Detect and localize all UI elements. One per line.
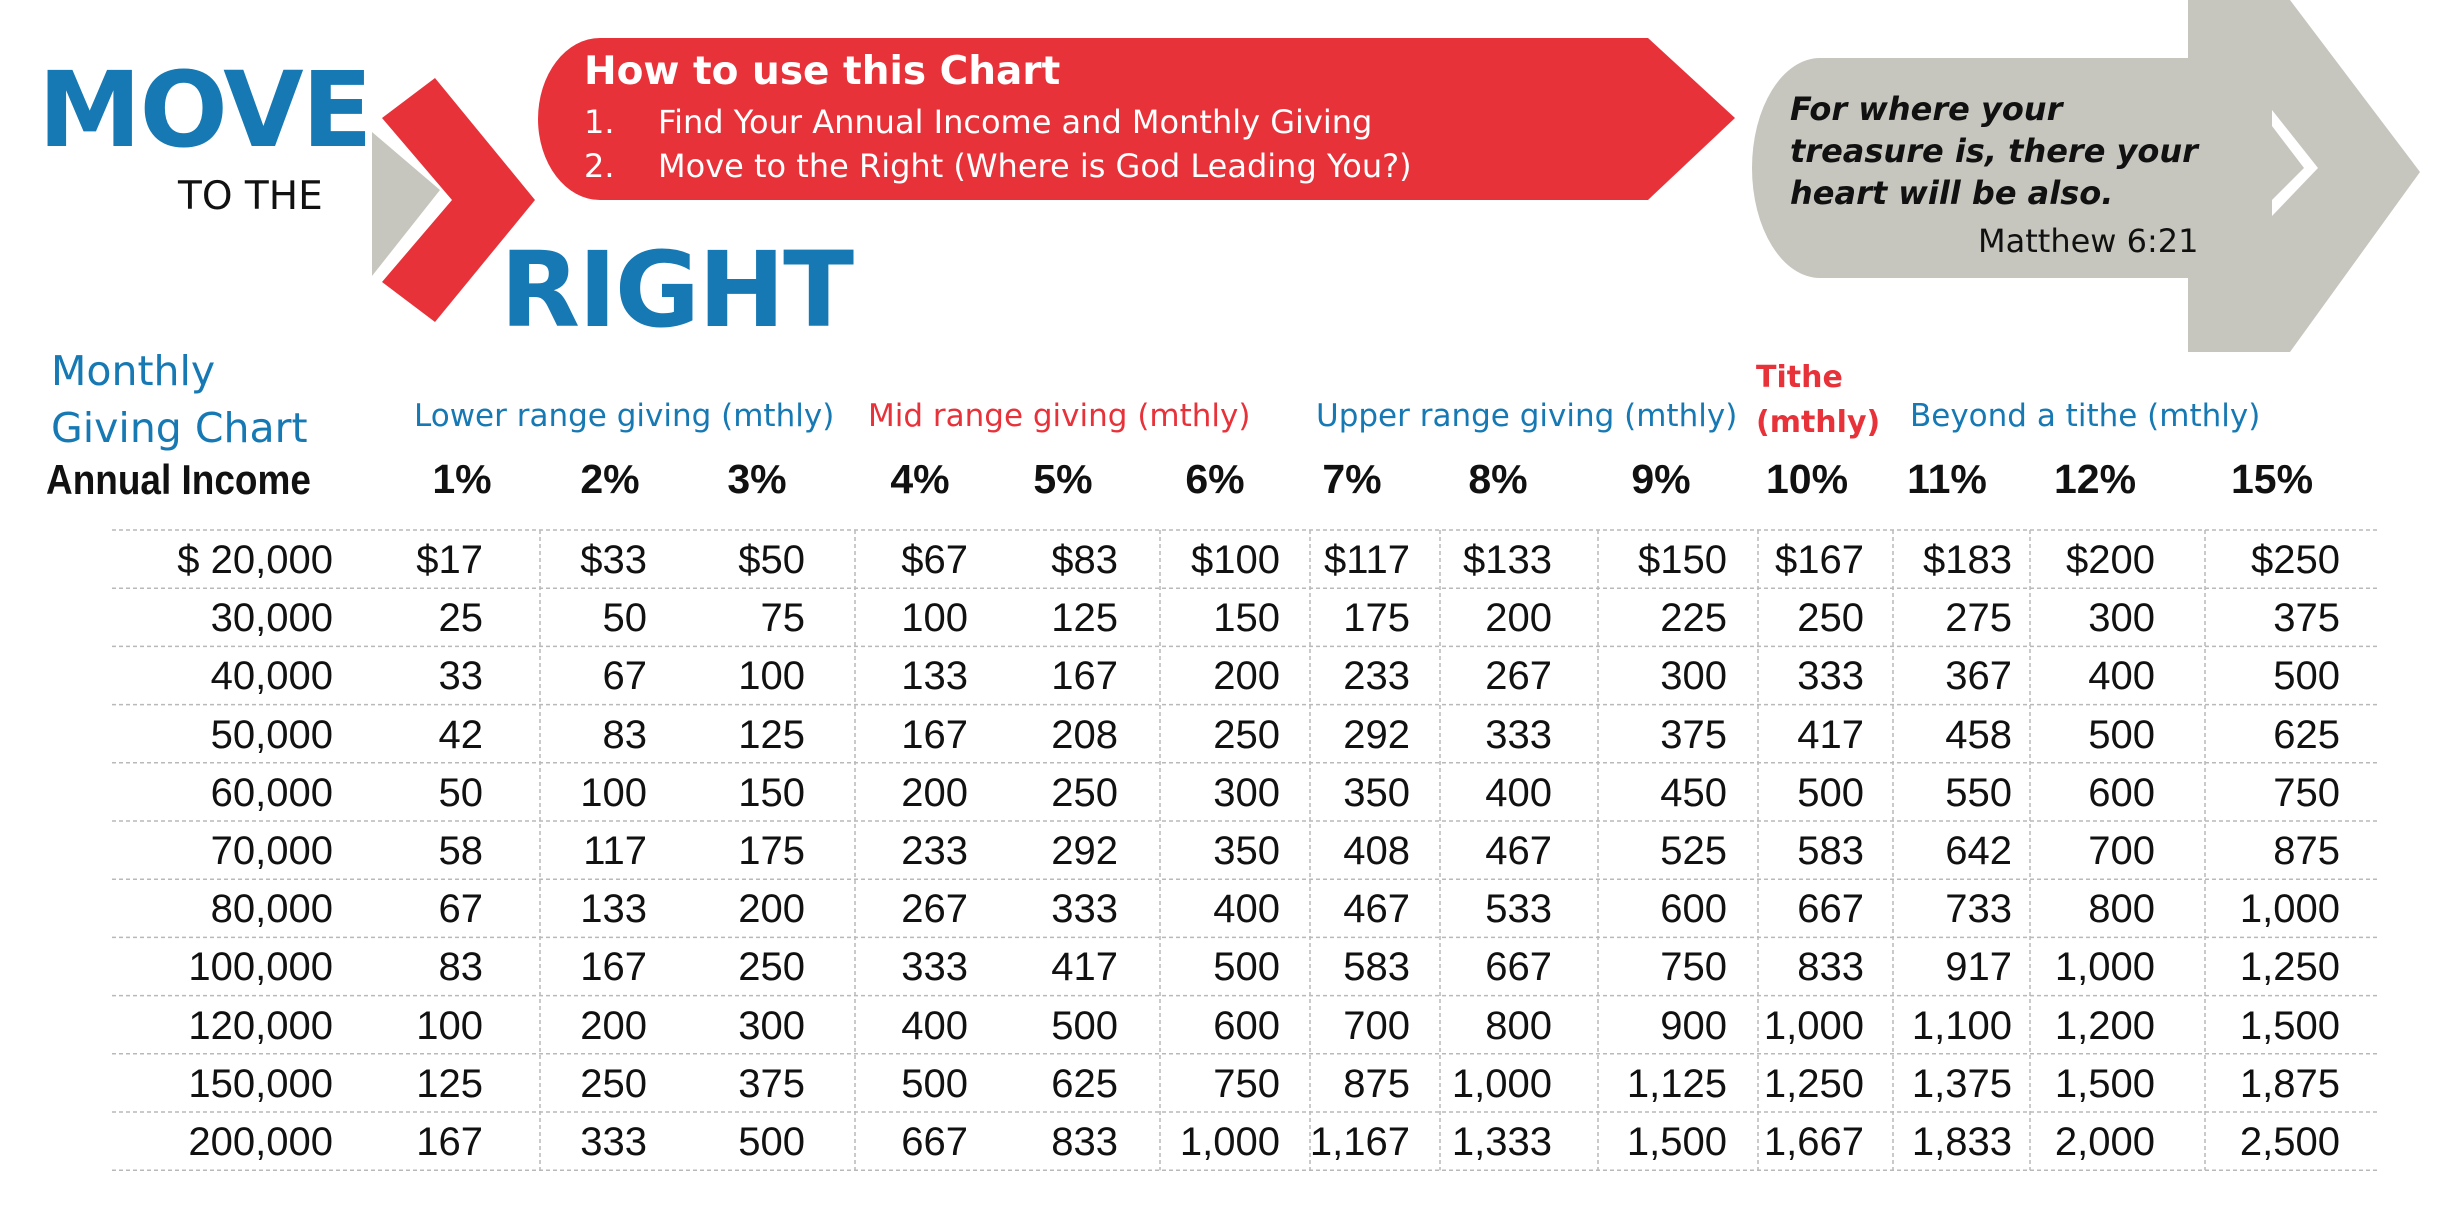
giving-amount-cell: $67: [901, 538, 968, 582]
giving-amount-cell: 367: [1945, 654, 2012, 699]
lower-range-label: Lower range giving (mthly): [414, 398, 835, 434]
giving-amount-cell: 125: [1051, 596, 1118, 641]
income-cell: 150,000: [188, 1061, 333, 1106]
income-cell: 80,000: [210, 887, 333, 932]
giving-amount-cell: 833: [1797, 945, 1864, 990]
giving-amount-cell: 400: [2088, 654, 2155, 699]
giving-amount-cell: 25: [438, 596, 483, 641]
giving-amount-cell: 150: [1213, 596, 1280, 641]
giving-amount-cell: 875: [1343, 1061, 1410, 1106]
giving-amount-cell: 500: [1797, 770, 1864, 815]
giving-amount-cell: 500: [1051, 1003, 1118, 1048]
percent-header: 8%: [1468, 456, 1528, 502]
annual-income-header: Annual Income: [46, 456, 311, 503]
income-cell: 200,000: [188, 1120, 333, 1164]
giving-amount-cell: 267: [1485, 654, 1552, 699]
percent-header: 6%: [1185, 456, 1245, 502]
giving-amount-cell: 733: [1945, 887, 2012, 932]
giving-amount-cell: 100: [416, 1003, 483, 1048]
giving-amount-cell: 500: [2088, 712, 2155, 757]
giving-amount-cell: 1,200: [2054, 1003, 2155, 1048]
beyond-tithe-label: Beyond a tithe (mthly): [1910, 398, 2261, 434]
giving-amount-cell: 233: [901, 829, 968, 873]
giving-amount-cell: 250: [580, 1061, 647, 1106]
giving-amount-cell: 1,000: [2054, 945, 2155, 990]
logo-move-text: MOVE: [38, 49, 371, 171]
giving-amount-cell: 1,875: [2239, 1061, 2340, 1106]
giving-amount-cell: 200: [901, 770, 968, 815]
giving-amount-cell: 1,833: [1911, 1120, 2012, 1164]
giving-amount-cell: 2,000: [2054, 1120, 2155, 1164]
giving-amount-cell: $150: [1638, 538, 1727, 582]
giving-amount-cell: 333: [1051, 887, 1118, 932]
giving-amount-cell: 167: [1051, 654, 1118, 699]
step-number: 1.: [584, 103, 615, 141]
giving-amount-cell: 50: [438, 770, 483, 815]
giving-amount-cell: $33: [580, 538, 647, 582]
giving-amount-cell: 225: [1660, 596, 1727, 641]
giving-amount-cell: 458: [1945, 712, 2012, 757]
giving-amount-cell: 1,250: [2239, 945, 2340, 990]
giving-amount-cell: 267: [901, 887, 968, 932]
giving-amount-cell: 292: [1343, 712, 1410, 757]
giving-amount-cell: 1,000: [1451, 1061, 1552, 1106]
giving-amount-cell: 417: [1051, 945, 1118, 990]
giving-amount-cell: 1,375: [1911, 1061, 2012, 1106]
giving-amount-cell: 292: [1051, 829, 1118, 873]
giving-amount-cell: 642: [1945, 829, 2012, 873]
giving-amount-cell: $133: [1463, 538, 1552, 582]
giving-amount-cell: 750: [2273, 770, 2340, 815]
giving-amount-cell: 300: [738, 1003, 805, 1048]
giving-amount-cell: 250: [1051, 770, 1118, 815]
giving-amount-cell: 1,125: [1626, 1061, 1727, 1106]
giving-amount-cell: 400: [1213, 887, 1280, 932]
giving-amount-cell: $100: [1191, 538, 1280, 582]
quote-line: For where your: [1790, 90, 2063, 128]
giving-amount-cell: 133: [901, 654, 968, 699]
giving-amount-cell: 125: [738, 712, 805, 757]
percent-header: 12%: [2053, 456, 2137, 502]
giving-amount-cell: 200: [738, 887, 805, 932]
logo-right-text: RIGHT: [500, 229, 853, 351]
percent-header: 5%: [1033, 456, 1093, 502]
giving-amount-cell: 167: [901, 712, 968, 757]
giving-amount-cell: 200: [580, 1003, 647, 1048]
giving-amount-cell: 400: [1485, 770, 1552, 815]
giving-amount-cell: 917: [1945, 945, 2012, 990]
giving-amount-cell: 300: [1660, 654, 1727, 699]
giving-amount-cell: $83: [1051, 538, 1118, 582]
income-cell: 70,000: [210, 829, 333, 873]
giving-amount-cell: 125: [416, 1061, 483, 1106]
giving-amount-cell: 875: [2273, 829, 2340, 873]
giving-amount-cell: 333: [1797, 654, 1864, 699]
income-cell: $ 20,000: [177, 538, 333, 582]
giving-amount-cell: 467: [1343, 887, 1410, 932]
giving-amount-cell: 200: [1213, 654, 1280, 699]
giving-amount-cell: 625: [2273, 712, 2340, 757]
giving-amount-cell: 1,000: [1763, 1003, 1864, 1048]
giving-amount-cell: 75: [760, 596, 805, 641]
giving-amount-cell: 1,500: [1626, 1120, 1727, 1164]
income-cell: 50,000: [210, 712, 333, 757]
percent-header: 11%: [1907, 456, 1987, 502]
giving-amount-cell: 525: [1660, 829, 1727, 873]
step-number: 2.: [584, 147, 615, 185]
giving-amount-cell: 533: [1485, 887, 1552, 932]
income-cell: 40,000: [210, 654, 333, 699]
giving-amount-cell: 667: [1485, 945, 1552, 990]
giving-amount-cell: 500: [1213, 945, 1280, 990]
giving-amount-cell: 133: [580, 887, 647, 932]
scripture-reference: Matthew 6:21: [1978, 222, 2199, 260]
giving-amount-cell: 67: [602, 654, 647, 699]
giving-amount-cell: 408: [1343, 829, 1410, 873]
giving-amount-cell: 833: [1051, 1120, 1118, 1164]
giving-amount-cell: 375: [1660, 712, 1727, 757]
giving-amount-cell: $183: [1923, 538, 2012, 582]
giving-amount-cell: 83: [438, 945, 483, 990]
giving-amount-cell: 400: [901, 1003, 968, 1048]
income-cell: 100,000: [188, 945, 333, 990]
giving-amount-cell: 900: [1660, 1003, 1727, 1048]
giving-amount-cell: 175: [1343, 596, 1410, 641]
giving-amount-cell: 1,500: [2054, 1061, 2155, 1106]
tithe-label-line: (mthly): [1756, 405, 1881, 440]
giving-amount-cell: 667: [901, 1120, 968, 1164]
giving-amount-cell: 375: [738, 1061, 805, 1106]
giving-amount-cell: 167: [580, 945, 647, 990]
logo-to-the-text: TO THE: [178, 174, 323, 219]
giving-amount-cell: 233: [1343, 654, 1410, 699]
giving-amount-cell: $200: [2066, 538, 2155, 582]
giving-amount-cell: 375: [2273, 596, 2340, 641]
giving-amount-cell: 33: [438, 654, 483, 699]
giving-amount-cell: 667: [1797, 887, 1864, 932]
percent-header: 10%: [1765, 456, 1849, 502]
giving-amount-cell: 550: [1945, 770, 2012, 815]
giving-amount-cell: 100: [738, 654, 805, 699]
giving-amount-cell: 700: [2088, 829, 2155, 873]
quote-line: treasure is, there your: [1790, 132, 2198, 170]
giving-amount-cell: 2,500: [2239, 1120, 2340, 1164]
percent-header: 1%: [432, 456, 492, 502]
giving-amount-cell: 150: [738, 770, 805, 815]
giving-amount-cell: 750: [1660, 945, 1727, 990]
giving-amount-cell: 450: [1660, 770, 1727, 815]
giving-amount-cell: 333: [580, 1120, 647, 1164]
giving-amount-cell: 1,667: [1763, 1120, 1864, 1164]
income-cell: 30,000: [210, 596, 333, 641]
giving-amount-cell: 750: [1213, 1061, 1280, 1106]
giving-amount-cell: $17: [416, 538, 483, 582]
giving-amount-cell: $250: [2251, 538, 2340, 582]
giving-amount-cell: 200: [1485, 596, 1552, 641]
percent-header: 7%: [1322, 456, 1382, 502]
giving-amount-cell: 1,333: [1451, 1120, 1552, 1164]
mid-range-label: Mid range giving (mthly): [868, 398, 1251, 434]
giving-amount-cell: 1,167: [1309, 1120, 1410, 1164]
giving-amount-cell: 1,250: [1763, 1061, 1864, 1106]
giving-amount-cell: 58: [438, 829, 483, 873]
percent-header: 15%: [2230, 456, 2314, 502]
chart-title-line: Monthly: [51, 347, 216, 395]
tithe-label-line: Tithe: [1756, 360, 1843, 395]
giving-amount-cell: 800: [2088, 887, 2155, 932]
giving-amount-cell: 167: [416, 1120, 483, 1164]
giving-amount-cell: 1,000: [1179, 1120, 1280, 1164]
giving-amount-cell: 467: [1485, 829, 1552, 873]
giving-amount-cell: 800: [1485, 1003, 1552, 1048]
giving-amount-cell: 175: [738, 829, 805, 873]
giving-amount-cell: 83: [602, 712, 647, 757]
giving-amount-cell: 275: [1945, 596, 2012, 641]
giving-amount-cell: 250: [1797, 596, 1864, 641]
percent-header: 2%: [580, 456, 640, 502]
giving-amount-cell: 625: [1051, 1061, 1118, 1106]
percent-header: 3%: [727, 456, 787, 502]
chart-title-line: Giving Chart: [51, 404, 308, 452]
income-cell: 120,000: [188, 1003, 333, 1048]
giving-amount-cell: 500: [901, 1061, 968, 1106]
giving-amount-cell: $167: [1775, 538, 1864, 582]
giving-amount-cell: 350: [1343, 770, 1410, 815]
percent-header: 4%: [890, 456, 950, 502]
giving-amount-cell: 100: [901, 596, 968, 641]
giving-amount-cell: 1,000: [2239, 887, 2340, 932]
giving-amount-cell: 250: [1213, 712, 1280, 757]
giving-amount-cell: 500: [2273, 654, 2340, 699]
giving-amount-cell: 600: [2088, 770, 2155, 815]
giving-amount-cell: 1,500: [2239, 1003, 2340, 1048]
giving-amount-cell: 100: [580, 770, 647, 815]
giving-amount-cell: $50: [738, 538, 805, 582]
giving-amount-cell: 300: [1213, 770, 1280, 815]
giving-amount-cell: 600: [1660, 887, 1727, 932]
giving-amount-cell: 350: [1213, 829, 1280, 873]
step-text: Move to the Right (Where is God Leading You?): [658, 147, 1412, 185]
instructions-title: How to use this Chart: [584, 49, 1061, 94]
giving-amount-cell: 600: [1213, 1003, 1280, 1048]
giving-amount-cell: 417: [1797, 712, 1864, 757]
giving-amount-cell: 67: [438, 887, 483, 932]
giving-amount-cell: 117: [583, 829, 647, 873]
giving-amount-cell: 500: [738, 1120, 805, 1164]
giving-amount-cell: 300: [2088, 596, 2155, 641]
giving-amount-cell: 583: [1343, 945, 1410, 990]
step-text: Find Your Annual Income and Monthly Giving: [658, 103, 1373, 141]
giving-amount-cell: 583: [1797, 829, 1864, 873]
giving-amount-cell: 50: [602, 596, 647, 641]
giving-amount-cell: $117: [1323, 538, 1410, 582]
giving-amount-cell: 333: [1485, 712, 1552, 757]
giving-amount-cell: 250: [738, 945, 805, 990]
percent-header: 9%: [1631, 456, 1691, 502]
giving-amount-cell: 1,100: [1911, 1003, 2012, 1048]
giving-amount-cell: 208: [1051, 712, 1118, 757]
quote-line: heart will be also.: [1790, 174, 2114, 212]
income-cell: 60,000: [210, 770, 333, 815]
upper-range-label: Upper range giving (mthly): [1316, 398, 1738, 434]
giving-amount-cell: 700: [1343, 1003, 1410, 1048]
giving-amount-cell: 42: [438, 712, 483, 757]
giving-amount-cell: 333: [901, 945, 968, 990]
